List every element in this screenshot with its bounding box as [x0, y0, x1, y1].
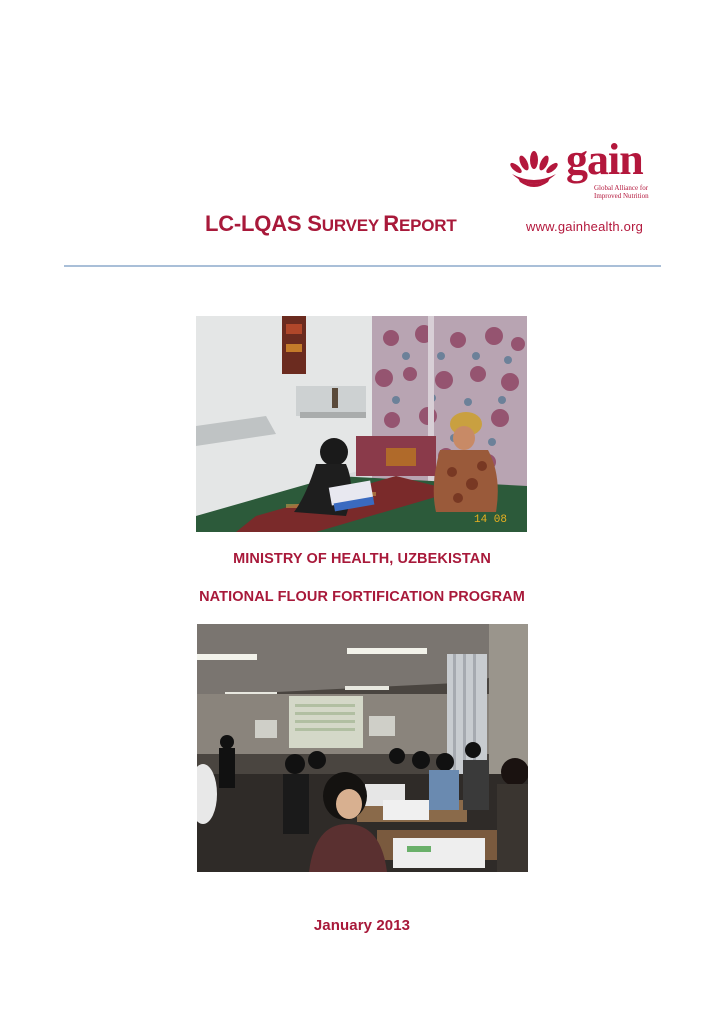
report-date: January 2013: [313, 917, 411, 934]
title-part1-big: LC-LQAS S: [205, 211, 322, 236]
title-part1-small: URVEY: [321, 216, 384, 235]
website-link[interactable]: www.gainhealth.org: [526, 219, 644, 234]
report-title: [205, 211, 457, 237]
gain-leaf-icon: [508, 150, 560, 192]
training-room-photo: [197, 624, 528, 872]
title-part2-big: R: [383, 211, 399, 236]
photo-date-stamp: 14 08: [474, 514, 508, 526]
interview-photo: [196, 316, 527, 532]
title-part2-small: EPORT: [398, 216, 457, 235]
header-divider: [64, 265, 661, 267]
gain-wordmark: gain: [566, 135, 643, 184]
ministry-heading: MINISTRY OF HEALTH, UZBEKISTAN: [233, 551, 491, 567]
gain-tagline: [594, 184, 672, 200]
program-heading: NATIONAL FLOUR FORTIFICATION PROGRAM: [199, 589, 525, 605]
gain-tagline-line1: Global Alliance for: [594, 184, 649, 192]
gain-logo: [508, 135, 664, 206]
gain-tagline-line2: Improved Nutrition: [594, 192, 649, 200]
